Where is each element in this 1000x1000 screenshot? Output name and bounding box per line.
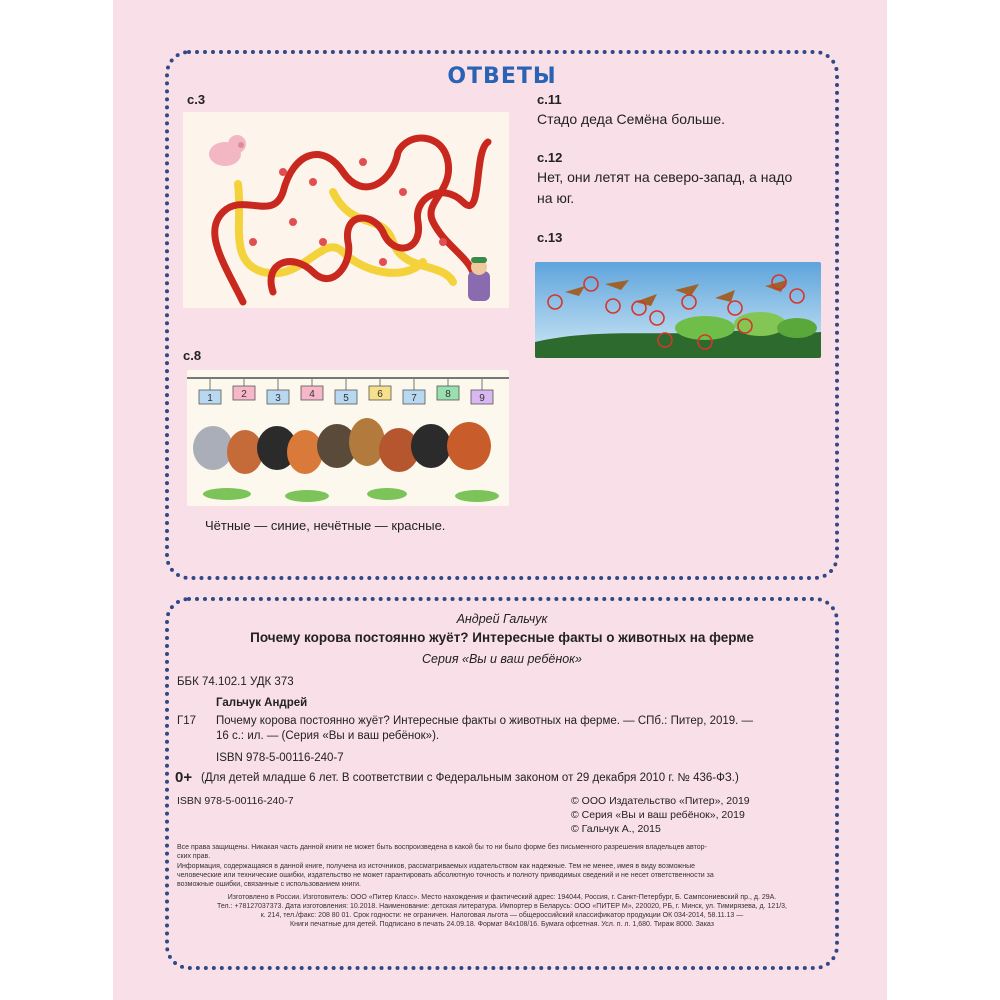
birds-illustration <box>535 262 821 358</box>
number-tag-label: 8 <box>445 389 451 400</box>
answer-label-p8: с.8 <box>183 348 202 363</box>
answer-label-p11: с.11 <box>537 92 562 107</box>
number-tag-label: 4 <box>309 389 315 400</box>
answer-text-p8: Чётные — синие, нечётные — красные. <box>205 518 446 533</box>
rights-line-1: Все права защищены. Никакая часть данной книги не может быть воспроизведена в какой бы то ни было форме без письменного разрешения владельцев автор- <box>177 844 707 851</box>
answer-text-p12-line1: Нет, они летят на северо-запад, а надо <box>537 169 793 185</box>
imprint-bbk-udk: ББК 74.102.1 УДК 373 <box>177 676 294 688</box>
rights-notice <box>177 843 827 861</box>
answer-text-p12-line2: на юг. <box>537 190 575 206</box>
book-page <box>113 0 887 1000</box>
answer-label-p13: с.13 <box>537 230 563 245</box>
answer-text-p11: Стадо деда Семёна больше. <box>537 111 726 127</box>
production-notice <box>177 893 827 929</box>
imprint-author-bold: Гальчук Андрей <box>216 697 308 709</box>
answer-label-p12: с.12 <box>537 150 563 165</box>
imprint-copyright-1: © ООО Издательство «Питер», 2019 <box>571 795 750 807</box>
prod-line-3: к. 214, тел./факс: 208 80 01. Срок годности: не ограничен. Налоговая льгота — общероссийский классификатор продукции ОК 034-2014, 58.11.13 — <box>260 912 744 919</box>
answers-title: ОТВЕТЫ <box>447 64 557 89</box>
imprint-author: Андрей Гальчук <box>456 612 548 626</box>
imprint-copyright-2: © Серия «Вы и ваш ребёнок», 2019 <box>571 809 745 821</box>
imprint-age-mark: 0+ <box>175 769 193 786</box>
imprint-isbn-indent: ISBN 978-5-00116-240-7 <box>216 752 344 764</box>
info-line-3: возможные ошибки, связанные с использованием книги. <box>177 881 361 888</box>
number-tag-label: 2 <box>241 389 247 400</box>
number-tag-label: 1 <box>207 393 213 404</box>
imprint-series: Серия «Вы и ваш ребёнок» <box>421 652 583 666</box>
info-notice <box>177 862 827 889</box>
imprint-isbn: ISBN 978-5-00116-240-7 <box>177 795 294 807</box>
prod-line-4: Книги печатные для детей. Подписано в печать 24.09.18. Формат 84х108/16. Бумага офсетная. Усл. п. л. 1,680. Тираж 8000. Заказ <box>290 921 714 928</box>
maze-illustration <box>183 112 509 308</box>
prod-line-1: Изготовлено в России. Изготовитель: ООО «Питер Класс». Место нахождения и фактический адрес: 194044, Россия, г. Санкт-Петербург, Б. Сампсониевский пр., д. 29А. <box>227 894 777 901</box>
imprint-code: Г17 <box>177 715 197 727</box>
number-tag-label: 6 <box>377 389 383 400</box>
prod-line-2: Тел.: +78127037373. Дата изготовления: 10.2018. Наименование: детская литература. Импортер в Беларусь: ООО «ПИТЕР М», 220020, РБ, г. Минск, ул. Тимирязева, д. 121/3, <box>217 903 787 910</box>
info-line-1: Информация, содержащаяся в данной книге, получена из источников, рассматриваемых издательством как надежные. Тем не менее, имея в виду возможные <box>177 863 696 870</box>
number-tag-label: 9 <box>479 393 485 404</box>
answers-panel <box>165 50 839 580</box>
rights-line-2: ских прав. <box>177 853 211 860</box>
imprint-title: Почему корова постоянно жуёт? Интересные факты о животных на ферме <box>250 630 754 645</box>
imprint-desc-line1: Почему корова постоянно жуёт? Интересные факты о животных на ферме. — СПб.: Питер, 2019. — <box>216 715 754 727</box>
imprint-age-text: (Для детей младше 6 лет. В соответствии с Федеральным законом от 29 декабря 2010 г. № 436-ФЗ.) <box>201 772 739 784</box>
number-tag-label: 3 <box>275 393 281 404</box>
info-line-2: человеческие или технические ошибки, издательство не может гарантировать абсолютную точность и полноту приводимых сведений и не несет ответственности за <box>177 872 714 879</box>
number-tag-label: 5 <box>343 393 349 404</box>
cows-illustration <box>187 370 509 506</box>
imprint-copyright-3: © Гальчук А., 2015 <box>571 823 661 835</box>
imprint-desc-line2: 16 с.: ил. — (Серия «Вы и ваш ребёнок»). <box>216 730 440 742</box>
answer-label-p3: с.3 <box>187 92 206 107</box>
imprint-panel <box>165 597 839 970</box>
number-tag-label: 7 <box>411 393 417 404</box>
